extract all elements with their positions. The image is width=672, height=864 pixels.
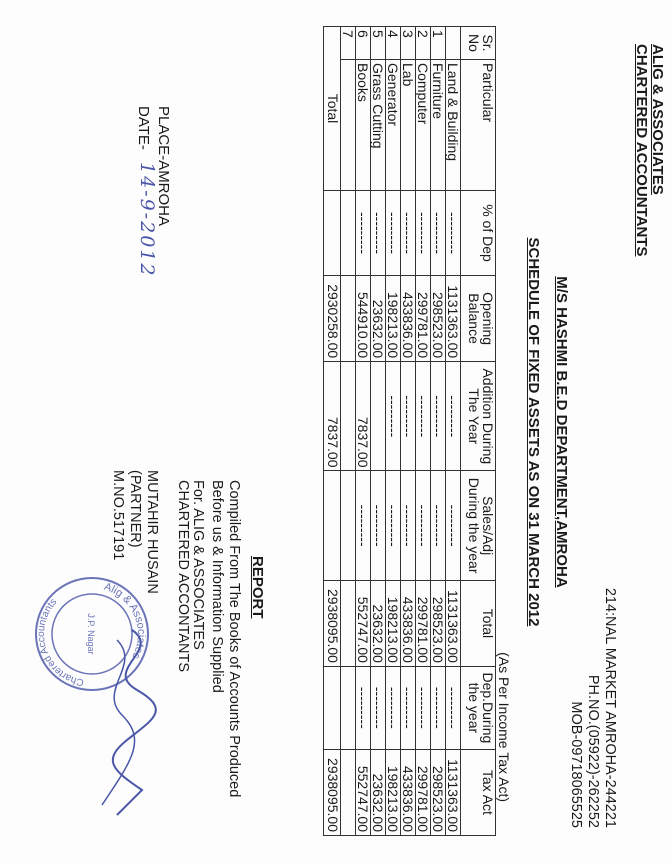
total-total: 2938095.00 <box>324 580 341 666</box>
cell-particular: Generator <box>386 60 401 191</box>
cell-tax-act: 1131363.00 <box>446 749 461 835</box>
stamp-top-text: Alig & Associates <box>102 580 148 661</box>
cell-tax-act: 433836.00 <box>401 749 416 835</box>
header-sales <box>461 471 496 580</box>
report-line-3: For. ALIG & ASSOCIATES <box>190 480 206 650</box>
cell-sales <box>341 471 356 580</box>
cell-dep <box>341 666 356 749</box>
report-line-4: CHARTERED ACCONTANTS <box>175 480 191 673</box>
cell-total: 198213.00 <box>386 580 401 666</box>
cell-total: 299781.00 <box>416 580 431 666</box>
department-title: M/S HASHMI B.E.D DEPARTMENT,AMROHA <box>553 276 570 588</box>
cell-total <box>341 580 356 666</box>
cell-total: 433836.00 <box>401 580 416 666</box>
cell-opening: 298523.00 <box>431 276 446 362</box>
cell-tax-act: 298523.00 <box>431 749 446 835</box>
cell-pct-dep: --------- <box>356 191 371 276</box>
cell-dep: --------- <box>386 666 401 749</box>
cell-tax-act: 23632.00 <box>371 749 386 835</box>
cell-particular <box>341 60 356 191</box>
header-sales-line1: Sales/Adj <box>480 496 496 556</box>
table-row <box>386 27 401 836</box>
header-opening-line1: Opening <box>480 292 496 346</box>
cell-sr: 4 <box>386 27 401 60</box>
cell-dep: --------- <box>431 666 446 749</box>
cell-addition: --------- <box>446 362 461 471</box>
membership-number: M.NO.517191 <box>110 470 126 561</box>
table-body <box>341 27 461 836</box>
firm-phone: PH.NO.(05922)-262252 <box>585 674 601 828</box>
header-sr-line1: Sr. <box>480 34 496 52</box>
cell-sales: --------- <box>371 471 386 580</box>
total-dep <box>324 666 341 749</box>
cell-opening <box>341 276 356 362</box>
header-dep-line1: Dep.During <box>480 672 496 744</box>
header-addition <box>461 362 496 471</box>
cell-pct-dep: --------- <box>386 191 401 276</box>
cell-tax-act: 299781.00 <box>416 749 431 835</box>
cell-tax-act: 552747.00 <box>356 749 371 835</box>
cell-dep: --------- <box>416 666 431 749</box>
cell-dep: --------- <box>401 666 416 749</box>
header-dep <box>461 666 496 749</box>
header-pct-label: % of Dep <box>480 204 496 262</box>
table-header-row <box>461 27 496 836</box>
firm-address: 214:NAL MARKET AMROHA-244221 <box>602 587 618 828</box>
total-addition: 7837.00 <box>324 362 341 471</box>
cell-tax-act: 198213.00 <box>386 749 401 835</box>
cell-sr: 7 <box>341 27 356 60</box>
cell-sales: --------- <box>431 471 446 580</box>
cell-pct-dep: --------- <box>401 191 416 276</box>
report-title: REPORT <box>249 556 266 619</box>
header-addition-line1: Addition During <box>480 368 496 465</box>
cell-sr: 2 <box>416 27 431 60</box>
cell-addition: --------- <box>386 362 401 471</box>
cell-addition <box>341 362 356 471</box>
firm-mobile: MOB-09718065525 <box>568 701 584 828</box>
stamp-center-text: J.P. Nagar <box>86 613 96 655</box>
place-line: PLACE-AMROHA <box>155 106 172 227</box>
header-total-label: Total <box>480 608 496 639</box>
header-particular-label: Particular <box>480 63 496 123</box>
total-tax-act: 2938095.00 <box>324 749 341 835</box>
cell-total: 1131363.00 <box>446 580 461 666</box>
header-opening-line2: Balance <box>466 293 482 344</box>
header-particular <box>461 60 496 191</box>
cell-opening: 198213.00 <box>386 276 401 362</box>
cell-pct-dep: --------- <box>431 191 446 276</box>
header-addition-line2: The Year <box>466 388 482 445</box>
date-label: DATE- <box>135 106 152 150</box>
stamp-bottom-text: Chartered Accountants <box>36 596 85 688</box>
cell-sr: 1 <box>431 27 446 60</box>
cell-sr: 3 <box>401 27 416 60</box>
firm-subtitle: CHARTERED ACCOUNTANTS <box>633 44 650 257</box>
cell-particular: Land & Building <box>446 60 461 191</box>
cell-dep: --------- <box>446 666 461 749</box>
header-sales-line2: During the year <box>466 477 482 574</box>
cell-sr <box>446 27 461 60</box>
total-pct <box>324 191 341 276</box>
cell-pct-dep <box>341 191 356 276</box>
fixed-assets-table <box>323 26 496 836</box>
cell-particular: Books <box>356 60 371 191</box>
cell-pct-dep: --------- <box>416 191 431 276</box>
cell-addition: --------- <box>431 362 446 471</box>
cell-sales: --------- <box>446 471 461 580</box>
cell-pct-dep: --------- <box>446 191 461 276</box>
cell-particular: Lab <box>401 60 416 191</box>
header-sr-line2: No <box>466 34 482 52</box>
cell-tax-act <box>341 749 356 835</box>
table-row <box>341 27 356 836</box>
firm-name: ALIG & ASSOCIATES <box>649 44 666 195</box>
total-sales <box>324 471 341 580</box>
cell-sales: --------- <box>416 471 431 580</box>
cell-sales: --------- <box>401 471 416 580</box>
handwritten-date: 14-9-2012 <box>136 162 158 278</box>
signature-icon <box>82 620 172 820</box>
cell-pct-dep: --------- <box>371 191 386 276</box>
header-opening <box>461 276 496 362</box>
cell-sales: --------- <box>356 471 371 580</box>
cell-particular: Furniture <box>431 60 446 191</box>
cell-total: 552747.00 <box>356 580 371 666</box>
cell-total: 298523.00 <box>431 580 446 666</box>
cell-opening: 23632.00 <box>371 276 386 362</box>
cell-particular: Computer <box>416 60 431 191</box>
cell-particular: Grass Cutting <box>371 60 386 191</box>
cell-dep: --------- <box>371 666 386 749</box>
act-note: (As Per Income Tax Act) <box>496 652 512 802</box>
cell-total: 23632.00 <box>371 580 386 666</box>
cell-sr: 5 <box>371 27 386 60</box>
table-row <box>431 27 446 836</box>
total-opening: 2930258.00 <box>324 276 341 362</box>
signer-name: MUTAHIR HUSAIN <box>144 470 160 594</box>
cell-opening: 544910.00 <box>356 276 371 362</box>
table-row <box>401 27 416 836</box>
header-sr <box>461 27 496 60</box>
cell-sales: --------- <box>386 471 401 580</box>
header-pct-dep <box>461 191 496 276</box>
report-line-2: Before us & Information Supplied <box>209 480 225 693</box>
cell-opening: 433836.00 <box>401 276 416 362</box>
cell-opening: 299781.00 <box>416 276 431 362</box>
table-row <box>371 27 386 836</box>
table-row <box>446 27 461 836</box>
cell-opening: 1131363.00 <box>446 276 461 362</box>
header-tax-act-label: Tax Act <box>480 769 496 815</box>
header-dep-line2: the year <box>466 682 482 734</box>
header-tax-act <box>461 749 496 835</box>
cell-addition <box>371 362 386 471</box>
cell-dep: --------- <box>356 666 371 749</box>
report-line-1: Compiled From The Books of Accounts Produced <box>226 480 242 798</box>
table-row <box>416 27 431 836</box>
header-total <box>461 580 496 666</box>
signer-role: (PARTNER) <box>127 470 143 548</box>
table-total-row <box>324 27 341 836</box>
total-label: Total <box>324 27 341 191</box>
schedule-title: SCHEDULE OF FIXED ASSETS AS ON 31 MARCH 2012 <box>525 237 542 627</box>
cell-addition: --------- <box>416 362 431 471</box>
table-row <box>356 27 371 836</box>
cell-addition: 7837.00 <box>356 362 371 471</box>
cell-addition: --------- <box>401 362 416 471</box>
cell-sr: 6 <box>356 27 371 60</box>
